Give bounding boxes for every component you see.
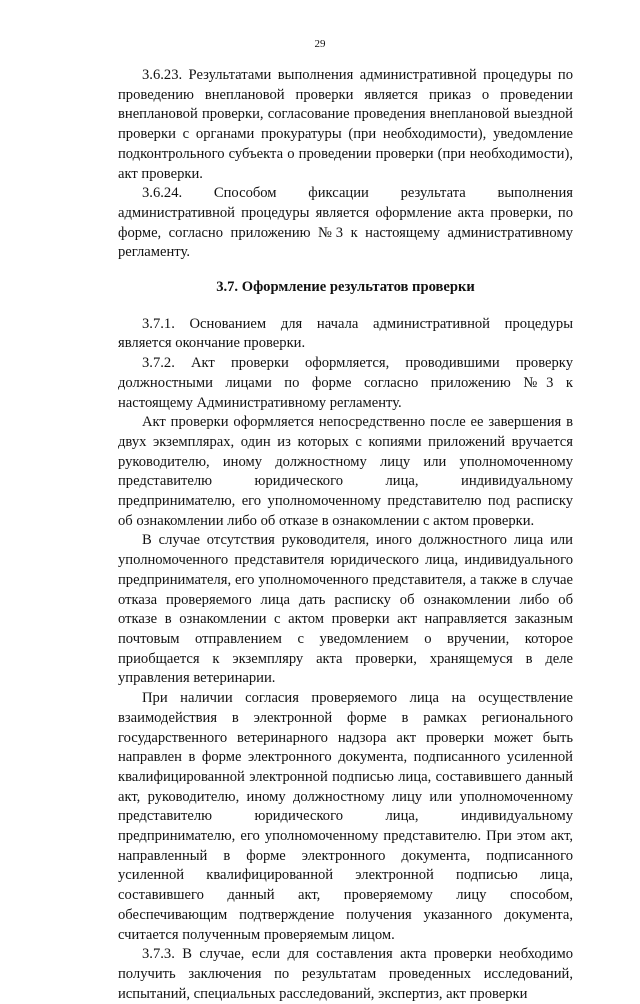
paragraph-3-7-3: 3.7.3. В случае, если для составления акта проверки необходимо получить заключения по результатам проведенных исследований, испытаний, специальных расследований, экспертиз, акт проверки <box>118 946 573 1002</box>
paragraph-electronic-form: При наличии согласия проверяемого лица на осуществление взаимодействия в электронной форме в рамках регионального государственного ветеринарного надзора акт проверки может быть направлен в форме электронного документа, подписанного усиленной квалифицированной электронной подписью лица, составившего данный акт, руководителю, иному должностному лицу или уполномоченному представителю юридического лица, индивидуальному предпринимателю, его уполномоченному представителю. При этом акт, направленный в форме электронного документа, подписанного усиленной квалифицированной электронной подписью лица, составившего данный акт, проверяемому лицу способом, обеспечивающим подтверждение получения указанного документа, считается полученным проверяемым лицом. <box>118 690 573 943</box>
section-heading: 3.7. Оформление результатов проверки <box>216 279 475 296</box>
document-body <box>118 66 573 1004</box>
paragraph-act-delivery: Акт проверки оформляется непосредственно после ее завершения в двух экземплярах, один из которых с копиями приложений вручается руководителю, иному должностному лицу или уполномоченному представителю юридического лица, индивидуальному предпринимателю, его уполномоченному представителю под расписку об ознакомлении либо об отказе в ознакомлении с актом проверки. <box>118 414 573 529</box>
page-number: 29 <box>314 38 326 50</box>
paragraph-3-7-1: 3.7.1. Основанием для начала административной процедуры является окончание проверки. <box>118 315 573 352</box>
paragraph-3-7-2: 3.7.2. Акт проверки оформляется, проводившими проверку должностными лицами по форме согласно приложению №3 к настоящему Административному регламенту. <box>118 355 573 411</box>
paragraph-absence-case: В случае отсутствия руководителя, иного должностного лица или уполномоченного представителя юридического лица, индивидуального предпринимателя, его уполномоченного представителя, а также в случае отказа проверяемого лица дать расписку об ознакомлении либо об отказе в ознакомлении с актом проверки акт направляется заказным почтовым отправлением с уведомлением о вручении, которое приобщается к экземпляру акта проверки, хранящемуся в деле управления ветеринарии. <box>118 532 573 687</box>
paragraph-3-6-23: 3.6.23. Результатами выполнения административной процедуры по проведению внеплановой проверки является приказ о проведении внеплановой проверки, согласование проведения внеплановой выездной проверки с органами прокуратуры (при необходимости), уведомление подконтрольного субъекта о проведении проверки (при необходимости), акт проверки. <box>118 67 573 182</box>
paragraph-3-6-24: 3.6.24. Способом фиксации результата выполнения административной процедуры является оформление акта проверки, по форме, согласно приложению №3 к настоящему административному регламенту. <box>118 185 573 261</box>
